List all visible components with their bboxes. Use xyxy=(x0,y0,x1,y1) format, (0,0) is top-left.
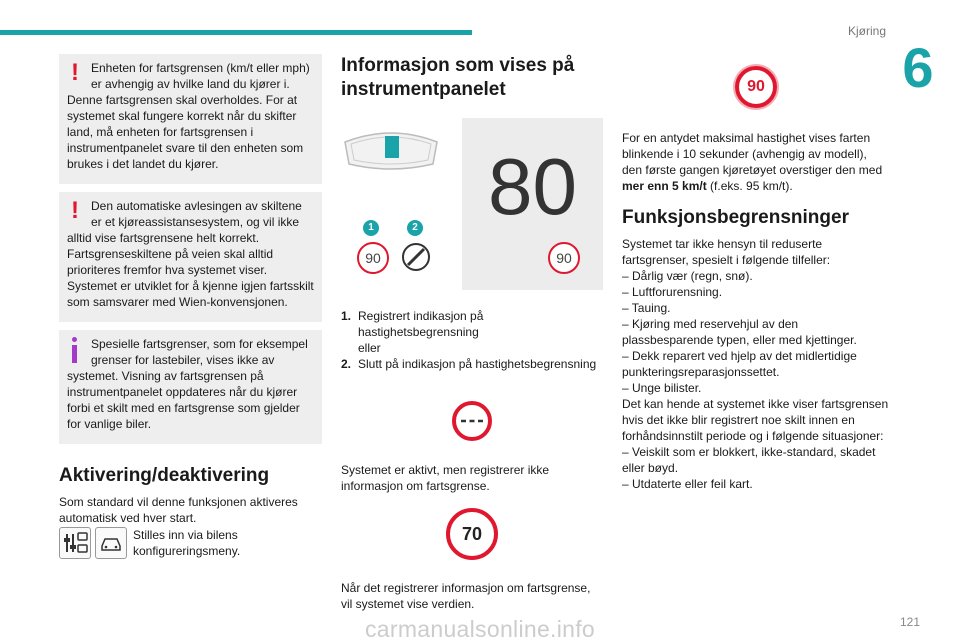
speed-limit-90-sign: 90 xyxy=(735,66,777,108)
car-icon xyxy=(95,527,127,559)
limits-line: – Utdaterte eller feil kart. xyxy=(622,477,753,491)
activation-heading: Aktivering/deaktivering xyxy=(59,465,270,486)
limits-list xyxy=(622,236,890,492)
config-menu-text: Stilles inn via bilens konfigureringsmeny. xyxy=(133,528,241,558)
no-limit-detected-sign-icon xyxy=(451,400,493,442)
legend-item-1: 1. Registrert indikasjon på hastighetsbegrensning eller xyxy=(341,309,484,355)
note-first-line: Enheten for fartsgrensen (km/t eller mph) er avhengig av hvilke land du kjører i. xyxy=(91,61,310,91)
limits-line: Det kan hende at systemet ikke viser fartsgrensen hvis det ikke blir registrert noe skilt innen en forhåndsinnstilt periode og i følgende situasjoner: xyxy=(622,397,889,443)
instrument-panel-figure xyxy=(341,118,603,290)
column-3 xyxy=(622,54,890,492)
legend-item-2: 2. Slutt på indikasjon på hastighetsbegrensning xyxy=(341,357,597,371)
figure-legend xyxy=(341,308,603,372)
section-label: Kjøring xyxy=(847,24,886,38)
limits-line: – Tauing. xyxy=(622,301,671,315)
current-speed: 80 xyxy=(488,142,577,231)
config-icons-row xyxy=(59,527,322,561)
speed-limit-sign: 90 xyxy=(357,242,389,274)
warning-icon: ! xyxy=(71,59,79,86)
limits-line: – Veiskilt som er blokkert, ikke-standard, skadet eller bøyd. xyxy=(622,445,876,475)
system-active-text: Systemet er aktivt, men registrerer ikke informasjon om fartsgrense. xyxy=(341,463,550,493)
note-first-line: Den automatiske avlesingen av skiltene er et kjøreassistansesystem, og vil ikke xyxy=(91,199,302,229)
marker-2: 2 xyxy=(407,220,423,236)
settings-icon xyxy=(59,527,91,559)
activation-text: Som standard vil denne funksjonen aktiveres automatisk ved hver start. xyxy=(59,495,298,525)
info-note xyxy=(59,330,322,444)
marker-1: 1 xyxy=(363,220,379,236)
column-2 xyxy=(341,54,603,612)
warning-note-1 xyxy=(59,54,322,184)
limits-line: – Unge bilister. xyxy=(622,381,702,395)
warning-icon: ! xyxy=(71,197,79,224)
speed-limit-70-sign: 70 xyxy=(446,508,498,560)
info-icon xyxy=(69,337,79,361)
header-accent-bar xyxy=(0,30,472,35)
chapter-number: 6 xyxy=(902,36,934,99)
limits-line: – Dårlig vær (regn, snø). xyxy=(622,269,753,283)
note-text: Denne fartsgrensen skal overholdes. For at systemet skal fungere korrekt når du skifter land, må enheten for fartsgrensen i instrumentpanelet svare til den enheten som brukes i det landet du kjører. xyxy=(67,93,304,171)
speed-display-panel xyxy=(462,118,603,290)
instrument-cluster-illustration xyxy=(341,124,441,174)
end-of-limit-sign-icon xyxy=(401,242,431,272)
limits-line: – Kjøring med reservehjul av den plassbesparende typen, eller med kjettinger. xyxy=(622,317,857,347)
limits-heading: Funksjonsbegrensninger xyxy=(622,207,849,228)
warning-note-2 xyxy=(59,192,322,322)
column-1 xyxy=(59,54,322,561)
limits-line: Systemet tar ikke hensyn til reduserte fartsgrenser, spesielt i følgende tilfeller: xyxy=(622,237,831,267)
limits-line: – Dekk reparert ved hjelp av det midlertidige punkteringsreparasjonssettet. xyxy=(622,349,857,379)
panel-speed-limit-sign: 90 xyxy=(548,242,580,274)
note-text: alltid vise fartsgrensene helt korrekt. Fartsgrenseskiltene på veien skal alltid prioriteres fremfor hva systemet viser. Systemet er utviklet for å kjenne igjen fartsskilt som samsvarer med Wien-konvensjonen. xyxy=(67,231,314,309)
watermark: carmanualsonline.info xyxy=(364,616,596,642)
page-number: 121 xyxy=(899,615,920,629)
limits-line: – Luftforurensning. xyxy=(622,285,723,299)
note-text: systemet. Visning av fartsgrensen på instrumentpanelet oppdateres når du kjører forbi et skilt med en fartsgrense som gjelder for vanlige biler. xyxy=(67,369,300,431)
note-first-line: Spesielle fartsgrenser, som for eksempel grenser for lastebiler, vises ikke av xyxy=(91,337,308,367)
info-heading: Informasjon som vises på instrumentpanelet xyxy=(341,55,575,100)
blink-info-text: For en antydet maksimal hastighet vises farten blinkende i 10 sekunder (avhengig av modell), den første gangen kjøretøyet overstiger den med mer enn 5 km/t (f.eks. 95 km/t). xyxy=(622,131,883,193)
value-display-text: Når det registrerer informasjon om fartsgrense, vil systemet vise verdien. xyxy=(341,581,591,611)
